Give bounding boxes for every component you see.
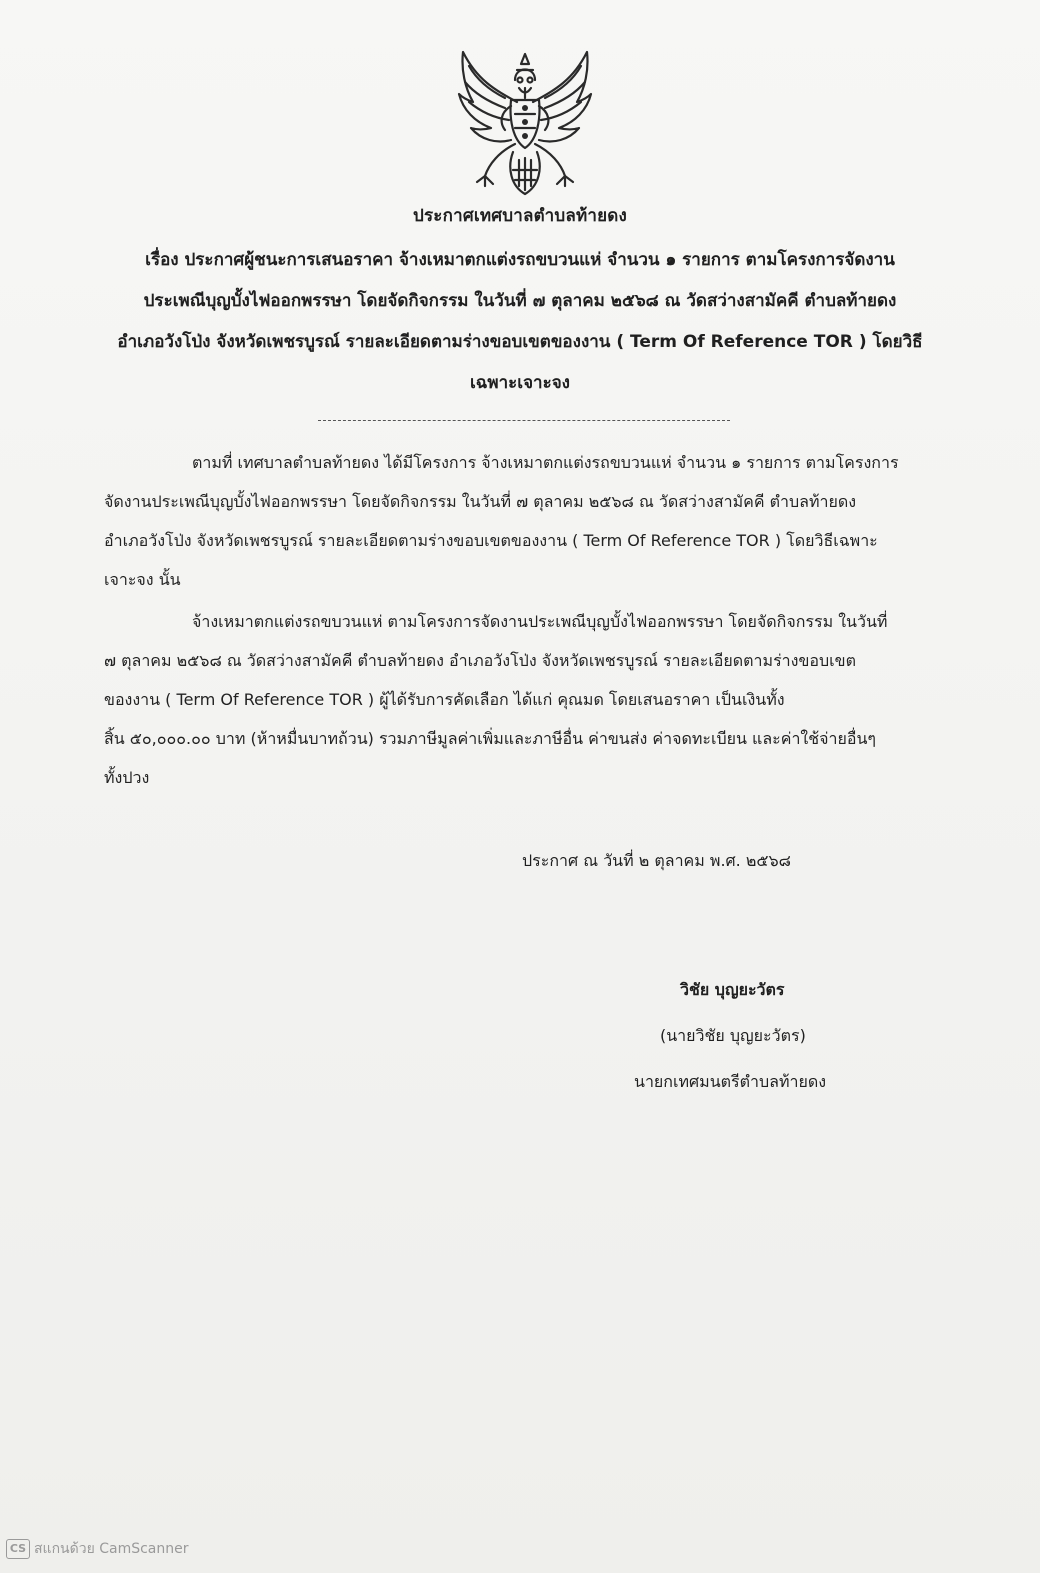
announcement-date: ประกาศ ณ วันที่ ๒ ตุลาคม พ.ศ. ๒๕๖๘ [522, 851, 792, 870]
paragraph-line: จัดงานประเพณีบุญบั้งไฟออกพรรษา โดยจัดกิจกรรม ในวันที่ ๗ ตุลาคม ๒๕๖๘ ณ วัดสว่างสามัคคี ตำบลท้ายดง [104, 492, 857, 511]
paragraph-line: ทั้งปวง [104, 768, 150, 787]
garuda-emblem-icon [455, 40, 595, 198]
dashed-divider [318, 420, 730, 421]
subject-heading [100, 240, 940, 404]
subject-line: เรื่อง ประกาศผู้ชนะการเสนอราคา จ้างเหมาตกแต่งรถขบวนแห่ จำนวน ๑ รายการ ตามโครงการจัดงาน [145, 250, 895, 270]
paragraph-line: เจาะจง นั้น [104, 570, 181, 589]
paragraph-intro [104, 443, 946, 599]
subject-line: ประเพณีบุญบั้งไฟออกพรรษา โดยจัดกิจกรรม ในวันที่ ๗ ตุลาคม ๒๕๖๘ ณ วัดสว่างสามัคคี ตำบลท้ายดง [143, 291, 897, 311]
camscanner-logo-icon: CS [6, 1539, 30, 1559]
document-title: ประกาศเทศบาลตำบลท้ายดง [412, 206, 628, 226]
signature: วิชัย บุญยะวัตร [680, 980, 785, 999]
paragraph-line: อำเภอวังโป่ง จังหวัดเพชรบูรณ์ รายละเอียดตามร่างขอบเขตของงาน ( Term Of Reference TOR ) โดยวิธีเฉพาะ [104, 531, 878, 550]
signer-name: (นายวิชัย บุญยะวัตร) [660, 1026, 806, 1045]
paragraph-line: สิ้น ๕๐,๐๐๐.๐๐ บาท (ห้าหมื่นบาทถ้วน) รวมภาษีมูลค่าเพิ่มและภาษีอื่น ค่าขนส่ง ค่าจดทะเบียน และค่าใช้จ่ายอื่นๆ [104, 729, 876, 748]
camscanner-watermark [6, 1538, 189, 1560]
watermark-text: สแกนด้วย CamScanner [34, 1541, 189, 1557]
paragraph-line: ของงาน ( Term Of Reference TOR ) ผู้ได้รับการคัดเลือก ได้แก่ คุณมด โดยเสนอราคา เป็นเงินทั้ง [104, 690, 785, 709]
paragraph-line: ๗ ตุลาคม ๒๕๖๘ ณ วัดสว่างสามัคคี ตำบลท้ายดง อำเภอวังโป่ง จังหวัดเพชรบูรณ์ รายละเอียดตามร่างขอบเขต [104, 651, 856, 670]
paragraph-line: จ้างเหมาตกแต่งรถขบวนแห่ ตามโครงการจัดงานประเพณีบุญบั้งไฟออกพรรษา โดยจัดกิจกรรม ในวันที่ [192, 612, 888, 631]
paragraph-award [104, 602, 946, 797]
subject-line: เฉพาะเจาะจง [470, 373, 570, 393]
subject-line: อำเภอวังโป่ง จังหวัดเพชรบูรณ์ รายละเอียดตามร่างขอบเขตของงาน ( Term Of Reference TOR ) โดยวิธี [117, 332, 923, 352]
signer-title: นายกเทศมนตรีตำบลท้ายดง [634, 1072, 827, 1091]
paragraph-line: ตามที่ เทศบาลตำบลท้ายดง ได้มีโครงการ จ้างเหมาตกแต่งรถขบวนแห่ จำนวน ๑ รายการ ตามโครงการ [192, 453, 899, 472]
